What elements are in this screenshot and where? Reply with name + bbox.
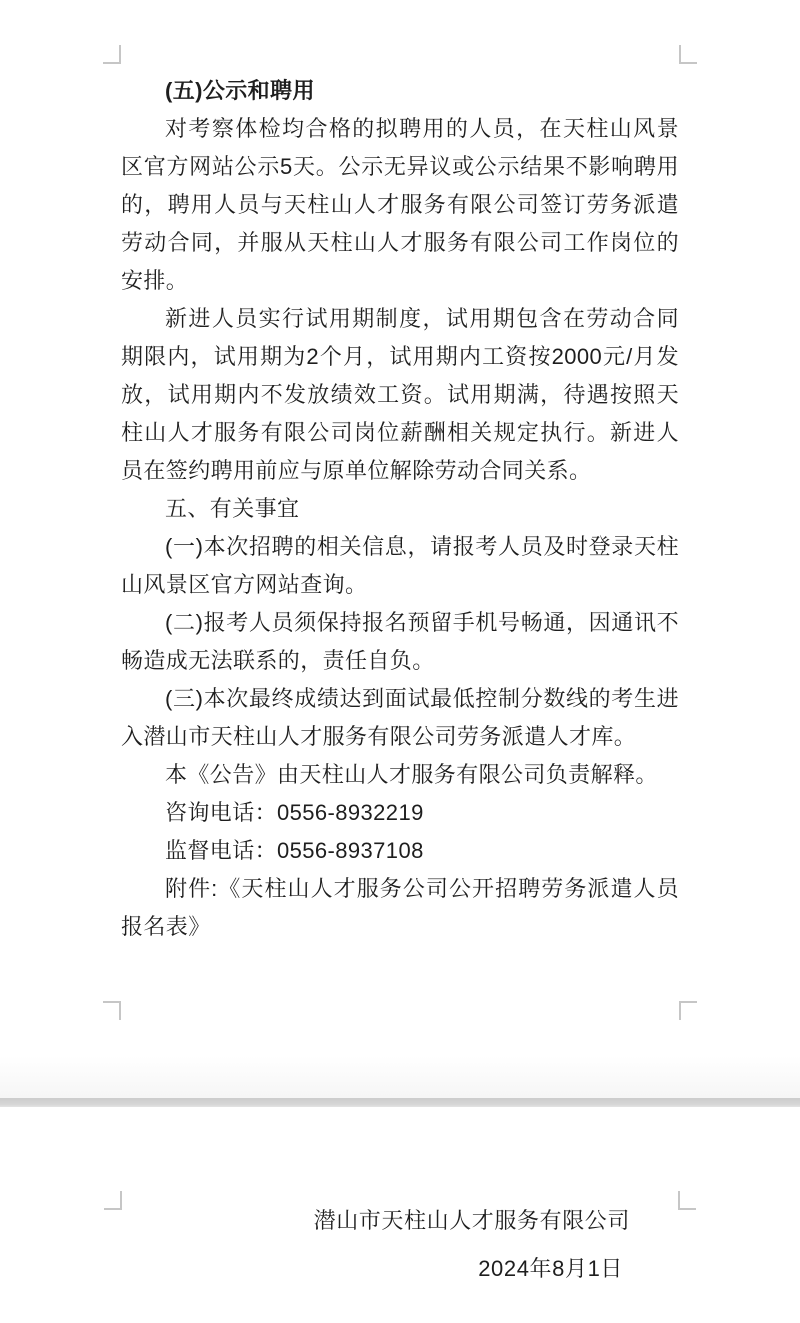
paragraph-item-1: (一)本次招聘的相关信息，请报考人员及时登录天柱山风景区官方网站查询。: [121, 534, 679, 597]
signature-date: 2024年8月1日: [478, 1256, 623, 1281]
consult-phone-line: 咨询电话：0556-8932219: [165, 800, 424, 825]
text-boundary-mark-top-left: [104, 1191, 122, 1210]
page-2: [0, 1107, 800, 1323]
signature-company: 潜山市天柱山人才服务有限公司: [313, 1208, 630, 1233]
attachment-line: 附件:《天柱山人才服务公司公开招聘劳务派遣人员报名表》: [121, 876, 679, 939]
announcement-body: [121, 72, 679, 946]
text-boundary-mark-top-right: [678, 1191, 696, 1210]
section-heading: (五)公示和聘用: [165, 78, 315, 103]
page-divider: [0, 1098, 800, 1107]
paragraph-interpretation: 本《公告》由天柱山人才服务有限公司负责解释。: [165, 762, 658, 787]
text-boundary-mark-top-left: [103, 45, 121, 64]
page-bottom-shade: [0, 1056, 800, 1098]
paragraph-item-3: (三)本次最终成绩达到面试最低控制分数线的考生进入潜山市天柱山人才服务有限公司劳务派遣人才库。: [121, 686, 679, 749]
subsection-heading-matters: 五、有关事宜: [165, 496, 300, 521]
text-boundary-mark-top-right: [679, 45, 697, 64]
paragraph-probation: 新进人员实行试用期制度，试用期包含在劳动合同期限内，试用期为2个月，试用期内工资按2000元/月发放，试用期内不发放绩效工资。试用期满，待遇按照天柱山人才服务有限公司岗位薪酬相关规定执行。新进人员在签约聘用前应与原单位解除劳动合同关系。: [121, 306, 679, 483]
text-boundary-mark-bottom-left: [103, 1001, 121, 1020]
paragraph-item-2: (二)报考人员须保持报名预留手机号畅通，因通讯不畅造成无法联系的，责任自负。: [121, 610, 679, 673]
text-boundary-mark-bottom-right: [679, 1001, 697, 1020]
supervise-phone-line: 监督电话：0556-8937108: [165, 838, 424, 863]
signature-block: [314, 1206, 630, 1284]
paragraph-publicity: 对考察体检均合格的拟聘用的人员，在天柱山风景区官方网站公示5天。公示无异议或公示结果不影响聘用的，聘用人员与天柱山人才服务有限公司签订劳务派遣劳动合同，并服从天柱山人才服务有限公司工作岗位的安排。: [121, 116, 679, 293]
